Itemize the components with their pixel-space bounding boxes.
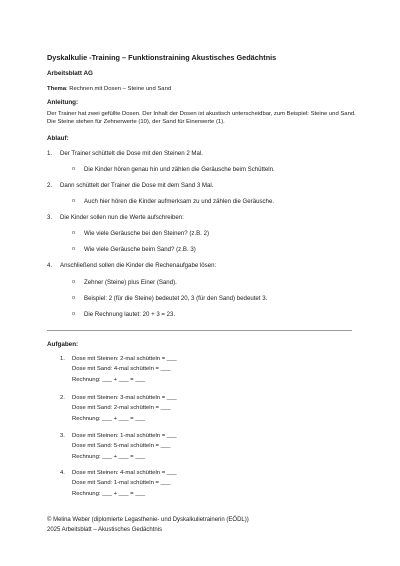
ablauf-step-number: 4. [47, 262, 53, 269]
thema-label: Thema [47, 86, 66, 92]
ablauf-bullet-text: Wie viele Geräusche beim Sand? (z.B. 3) [84, 246, 196, 253]
ablauf-bullet-text: Auch hier hören die Kinder aufmerksam zu und zählen die Geräusche. [84, 198, 275, 205]
ablauf-step-number: 3. [47, 214, 53, 221]
footer-copyright: © Melina Weber (diplomierte Legasthenie- und Dyskalkulietrainerin (EÖDL)) [47, 517, 249, 523]
bullet-marker: o [72, 166, 75, 172]
aufgabe-sand-line: Dose mit Sand: 5-mal schütteln = ___ [72, 443, 171, 449]
ablauf-bullet-text: Die Rechnung lautet: 20 + 3 = 23. [84, 311, 176, 318]
section-divider [47, 330, 352, 331]
thema-line [47, 86, 171, 92]
ablauf-step-text: Der Trainer schüttelt die Dose mit den Steinen 2 Mal. [60, 150, 203, 157]
bullet-marker: o [72, 230, 75, 236]
ablauf-step-number: 2. [47, 182, 53, 189]
footer-worksheet-info: 2025 Arbeitsblatt – Akustisches Gedächtnis [47, 527, 163, 533]
aufgabe-rechnung-line: Rechnung: ___ + ___ = ___ [72, 377, 146, 383]
aufgabe-sand-line: Dose mit Sand: 1-mal schütteln = ___ [72, 480, 171, 486]
aufgabe-number: 3. [60, 433, 65, 439]
worksheet-subtitle: Arbeitsblatt AG [47, 70, 93, 77]
aufgabe-sand-line: Dose mit Sand: 2-mal schütteln = ___ [72, 405, 171, 411]
ablauf-step-text: Anschließend sollen die Kinder die Rechenaufgabe lösen: [60, 262, 217, 269]
aufgabe-steine-line: Dose mit Steinen: 1-mal schütteln = ___ [72, 433, 177, 439]
ablauf-step-text: Die Kinder sollen nun die Werte aufschreiben: [60, 214, 184, 221]
ablauf-bullet-text: Die Kinder hören genau hin und zählen die Geräusche beim Schütteln. [84, 166, 275, 173]
bullet-marker: o [72, 311, 75, 317]
ablauf-heading: Ablauf: [47, 135, 69, 142]
page-title: Dyskalkulie -Training – Funktionstraining Akustisches Gedächtnis [47, 53, 277, 62]
ablauf-bullet-text: Beispiel: 2 (für die Steine) bedeutet 20, 3 (für den Sand) bedeutet 3. [84, 295, 268, 302]
bullet-marker: o [72, 246, 75, 252]
aufgabe-rechnung-line: Rechnung: ___ + ___ = ___ [72, 416, 146, 422]
aufgabe-number: 2. [60, 395, 65, 401]
ablauf-bullet-text: Wie viele Geräusche bei den Steinen? (z.B. 2) [84, 230, 209, 237]
aufgabe-number: 4. [60, 470, 65, 476]
ablauf-step-text: Dann schüttelt der Trainer die Dose mit dem Sand 3 Mal. [60, 182, 214, 189]
aufgabe-rechnung-line: Rechnung: ___ + ___ = ___ [72, 491, 146, 497]
aufgabe-rechnung-line: Rechnung: ___ + ___ = ___ [72, 454, 146, 460]
ablauf-bullet-text: Zehner (Steine) plus Einer (Sand). [84, 279, 177, 286]
aufgabe-number: 1. [60, 356, 65, 362]
bullet-marker: o [72, 295, 75, 301]
aufgaben-heading: Aufgaben: [47, 341, 79, 348]
anleitung-heading: Anleitung: [47, 99, 79, 106]
thema-text: : Rechnen mit Dosen – Steine und Sand [66, 86, 172, 92]
ablauf-step-number: 1. [47, 150, 53, 157]
aufgabe-steine-line: Dose mit Steinen: 2-mal schütteln = ___ [72, 356, 177, 362]
aufgabe-steine-line: Dose mit Steinen: 4-mal schütteln = ___ [72, 470, 177, 476]
bullet-marker: o [72, 279, 75, 285]
aufgabe-steine-line: Dose mit Steinen: 3-mal schütteln = ___ [72, 395, 177, 401]
bullet-marker: o [72, 198, 75, 204]
aufgabe-sand-line: Dose mit Sand: 4-mal schütteln = ___ [72, 366, 171, 372]
anleitung-text: Der Trainer hat zwei gefüllte Dosen. Der Inhalt der Dosen ist akustisch unterscheidbar, zum Beispiel: Steine und Sand. Die Steine stehen für Zehnerwerte (10), der Sand für Einerwerte (1). [47, 111, 356, 126]
